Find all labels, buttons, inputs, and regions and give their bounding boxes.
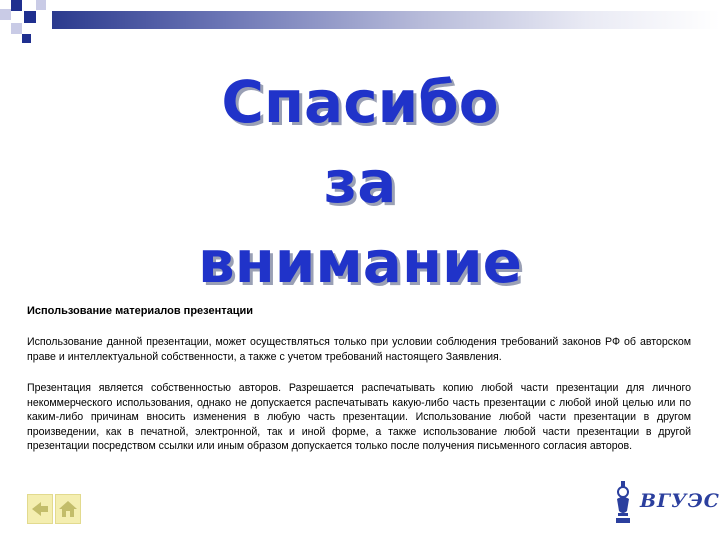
corner-square-5: [11, 23, 22, 34]
university-emblem-icon: [612, 481, 634, 525]
corner-square-6: [22, 34, 31, 43]
back-arrow-icon: [32, 502, 48, 516]
title-line-2: за: [323, 148, 397, 216]
corner-square-1: [11, 0, 22, 11]
corner-square-2: [36, 0, 46, 10]
title-line-1: Спасибо: [221, 68, 499, 136]
corner-square-3: [0, 9, 11, 20]
title-line-3: внимание: [197, 228, 522, 296]
back-button[interactable]: [27, 494, 53, 524]
university-logo[interactable]: [602, 480, 720, 526]
home-button[interactable]: [55, 494, 81, 524]
section-heading: Использование материалов презентации: [27, 305, 254, 317]
header-gradient-band: [52, 11, 720, 29]
usage-paragraph-2: Презентация является собственностью авторов. Разрешается распечатывать копию любой части презентации для личного некоммерческого использования, однако не допускается распечатывать какую-либо часть презентации с любой иной целью или по каким-либо причинам вносить изменения в любую часть презентации. Использование любой части презентации в другом произведении, как в печатной, электронной, так и иной форме, а также использование любой части презентации в другой презентации посредством ссылки или иным образом допускается только после получения письменного согласия авторов.: [27, 382, 691, 453]
home-icon: [59, 501, 77, 517]
logo-text: ВГУЭС: [640, 490, 720, 512]
slide-title: [0, 62, 720, 302]
corner-square-4: [24, 11, 36, 23]
usage-paragraph-1: Использование данной презентации, может осуществляться только при условии соблюдения требований законов РФ об авторском праве и интеллектуальной собственности, а также с учетом требований настоящего Заявления.: [27, 336, 691, 363]
